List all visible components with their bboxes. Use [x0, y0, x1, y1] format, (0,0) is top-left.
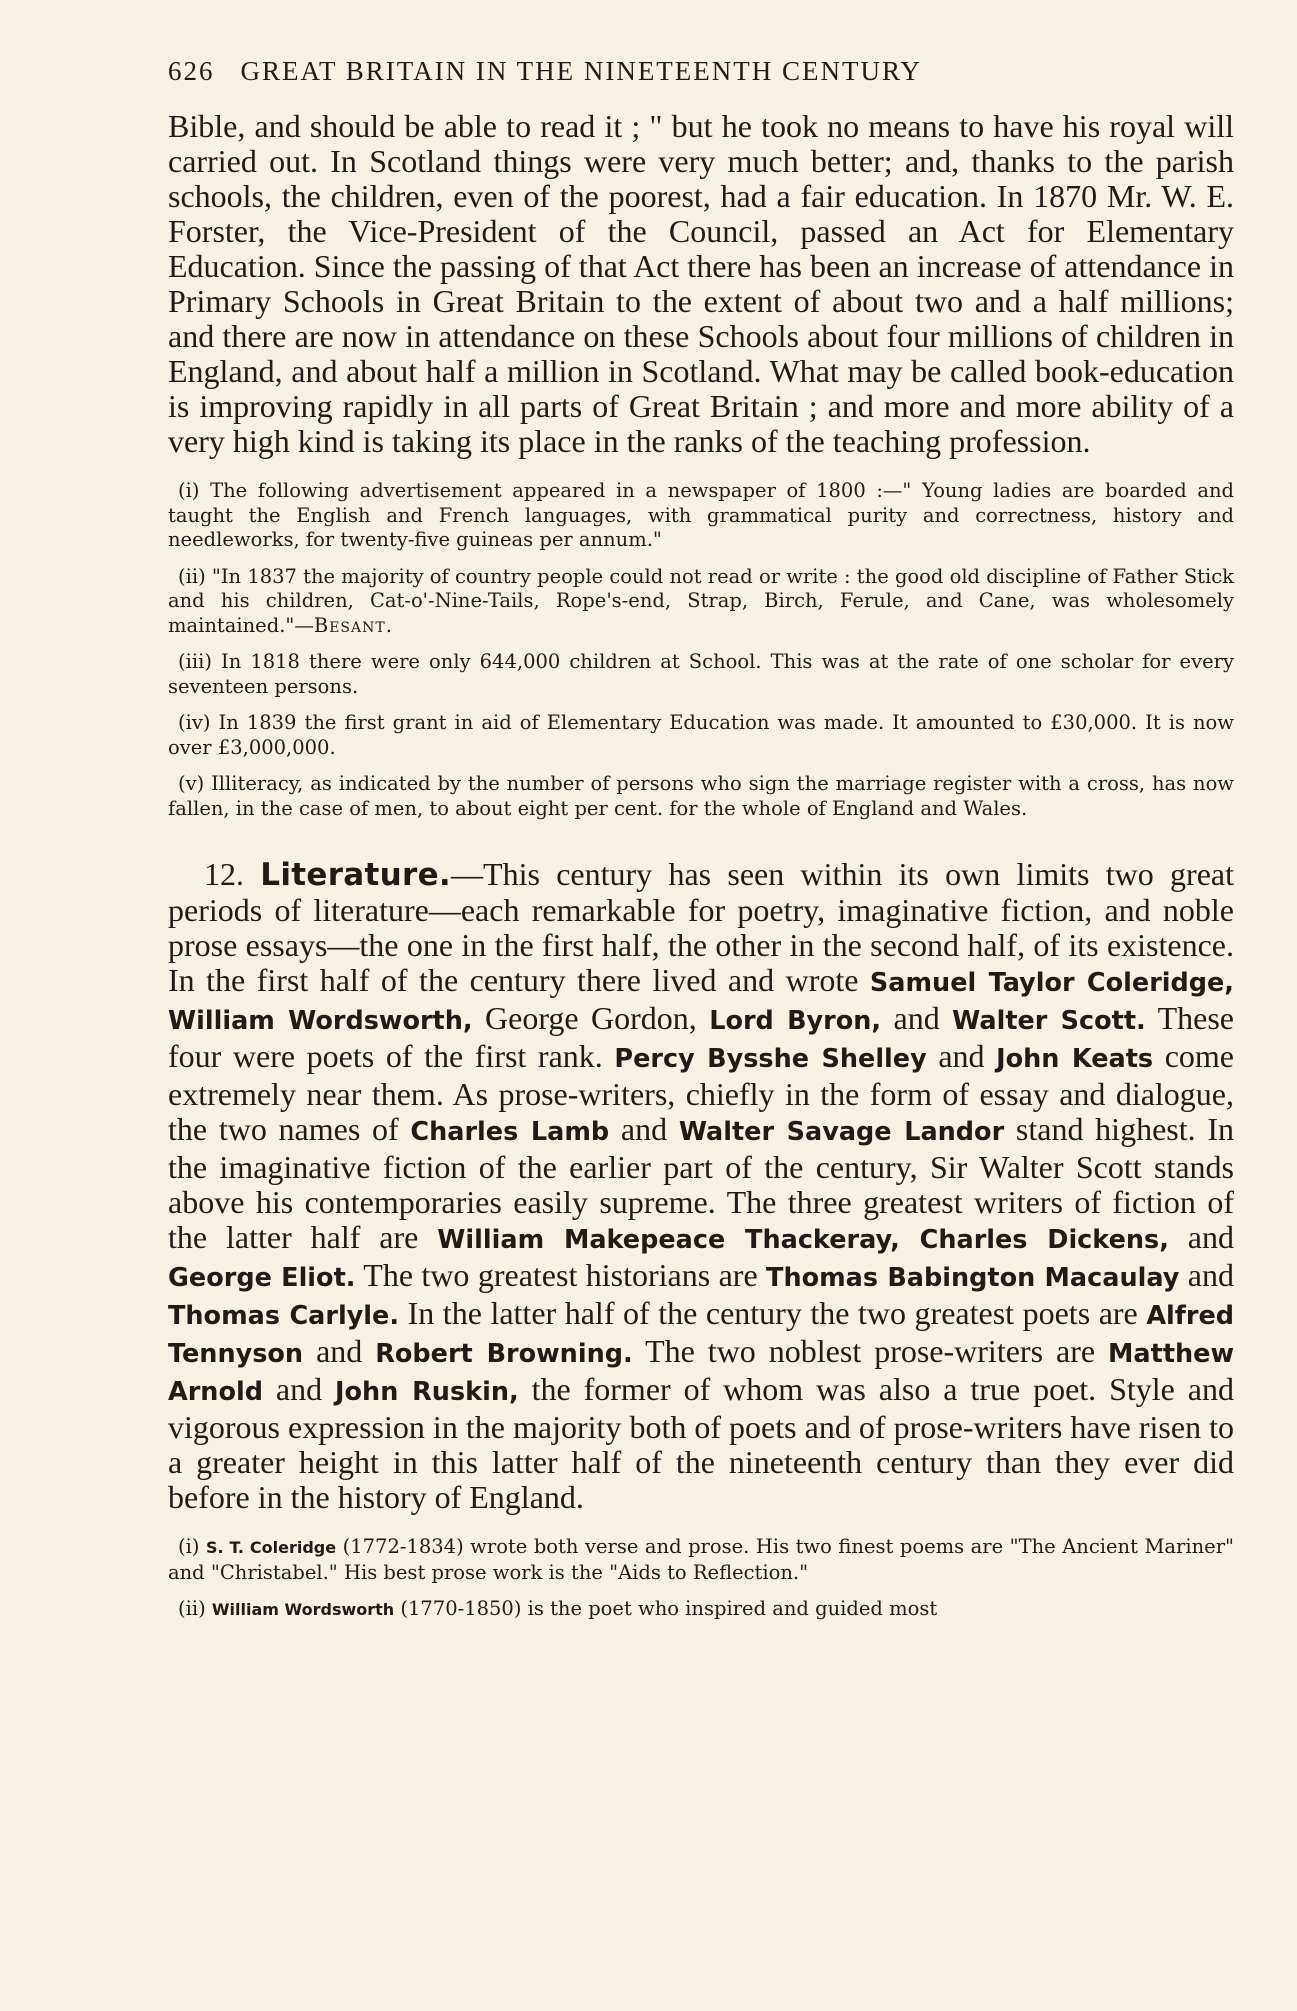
- author-name: Matthew Arnold: [168, 1339, 1235, 1407]
- footnotes-education: [168, 479, 1234, 821]
- footnote-iii: (iii) In 1818 there were only 644,000 children at School. This was at the rate of one scholar for every seventeen persons.: [168, 650, 1234, 698]
- running-title: GREAT BRITAIN IN THE NINETEENTH CENTURY: [240, 56, 923, 86]
- author-name: Charles Lamb: [410, 1117, 610, 1147]
- author-name: Percy Bysshe Shelley: [614, 1044, 927, 1074]
- running-header: [168, 56, 1234, 87]
- footnotes-literature: [168, 1535, 1234, 1623]
- book-page: [168, 56, 1234, 1623]
- author-name: Walter Scott.: [952, 1006, 1146, 1036]
- footnote-iv: (iv) In 1839 the first grant in aid of Elementary Education was made. It amounted to £30,000. It is now over £3,000,000.: [168, 711, 1234, 759]
- text-run: stand highest. In the imaginative fiction of the earlier part of the century, Sir Walter Scott stands above his contemporaries easily supreme. The three greatest writers of fiction of the latter half are: [168, 1111, 1234, 1255]
- author-name: Thomas Babington Macaulay: [766, 1263, 1180, 1293]
- footnote-text: (1770-1850) is the poet who inspired and guided most: [394, 1597, 938, 1620]
- author-name: John Keats: [996, 1044, 1154, 1074]
- author-name: Alfred Tennyson: [168, 1301, 1235, 1369]
- text-run: and: [262, 1371, 336, 1407]
- page-number: 626: [168, 56, 215, 86]
- footnote-i: (i) The following advertisement appeared in a newspaper of 1800 :—" Young ladies are boarded and taught the English and French languages, with grammatical purity and correctness, history and needleworks, for twenty-five guineas per annum.": [168, 479, 1234, 551]
- author-name: Walter Savage Landor: [678, 1117, 1005, 1147]
- author-name: Robert Browning.: [375, 1339, 633, 1369]
- author-name: Thomas Carlyle.: [168, 1301, 400, 1331]
- footnote-author: William Wordsworth: [211, 1600, 395, 1619]
- author-name: Samuel Taylor Coleridge, William Wordsworth,: [168, 968, 1234, 1036]
- footnote-author: S. T. Coleridge: [205, 1538, 337, 1557]
- text-run: come extremely near them. As prose-writers, chiefly in the form of essay and dialogue, the two names of: [168, 1038, 1235, 1147]
- text-run: —This century has seen within its own limits two great periods of literature—each remarkable for poetry, imaginative fiction, and noble prose essays—the one in the first half, the other in the second half, of its existence. In the first half of the century there lived and wrote: [168, 856, 1235, 998]
- author-name: John Ruskin,: [335, 1377, 519, 1407]
- section-number: 12.: [204, 856, 244, 892]
- footnote-ii: [168, 565, 1234, 639]
- section-literature: [168, 857, 1234, 1515]
- text-run: and: [609, 1111, 679, 1147]
- text-run: and: [926, 1038, 997, 1074]
- text-run: The two noblest prose-writers are: [632, 1333, 1109, 1369]
- text-run: The two greatest historians are: [355, 1257, 767, 1293]
- text-run: and: [881, 1000, 953, 1036]
- footnote-wordsworth: [168, 1597, 1234, 1623]
- text-run: the former of whom was also a true poet. Style and vigorous expression in the majority both of poets and of prose-writers have risen to a greater height in this latter half of the nineteenth century than they ever did before in the history of England.: [168, 1371, 1235, 1515]
- footnote-ii-source: Besant.: [313, 613, 393, 637]
- text-run: George Gordon,: [472, 1000, 710, 1036]
- footnote-label: (i): [178, 1535, 200, 1558]
- footnote-v: (v) Illiteracy, as indicated by the number of persons who sign the marriage register with a cross, has now fallen, in the case of men, to about eight per cent. for the whole of England and Wales.: [168, 772, 1234, 820]
- author-name: Lord Byron,: [709, 1006, 882, 1036]
- footnote-coleridge: [168, 1535, 1234, 1585]
- text-run: and: [303, 1333, 376, 1369]
- section-heading: Literature.: [260, 857, 452, 893]
- author-name: George Eliot.: [168, 1263, 356, 1293]
- footnote-text: (1772-1834) wrote both verse and prose. His two finest poems are "The Ancient Mariner" and "Christabel." His best prose work is the "Aids to Reflection.": [168, 1535, 1234, 1584]
- text-run: These four were poets of the first rank.: [168, 1000, 1234, 1074]
- author-name: William Makepeace Thackeray, Charles Dickens,: [437, 1225, 1169, 1255]
- paragraph-education: Bible, and should be able to read it ; " but he took no means to have his royal will carried out. In Scotland things were very much better; and, thanks to the parish schools, the children, even of the poorest, had a fair education. In 1870 Mr. W. E. Forster, the Vice-President of the Council, passed an Act for Elementary Education. Since the passing of that Act there has been an increase of attendance in Primary Schools in Great Britain to the extent of about two and a half millions; and there are now in attendance on these Schools about four millions of children in England, and about half a million in Scotland. What may be called book-education is improving rapidly in all parts of Great Britain ; and more and more ability of a very high kind is taking its place in the ranks of the teaching profession.: [168, 108, 1234, 459]
- text-run: and: [1168, 1219, 1235, 1255]
- text-run: and: [1179, 1257, 1234, 1293]
- text-run: In the latter half of the century the two greatest poets are: [399, 1295, 1147, 1331]
- footnote-ii-text: (ii) "In 1837 the majority of country people could not read or write : the good old discipline of Father Stick and his children, Cat-o'-Nine-Tails, Rope's-end, Strap, Birch, Ferule, and Cane, was wholesomely maintained."—: [168, 564, 1234, 637]
- footnote-label: (ii): [178, 1597, 206, 1620]
